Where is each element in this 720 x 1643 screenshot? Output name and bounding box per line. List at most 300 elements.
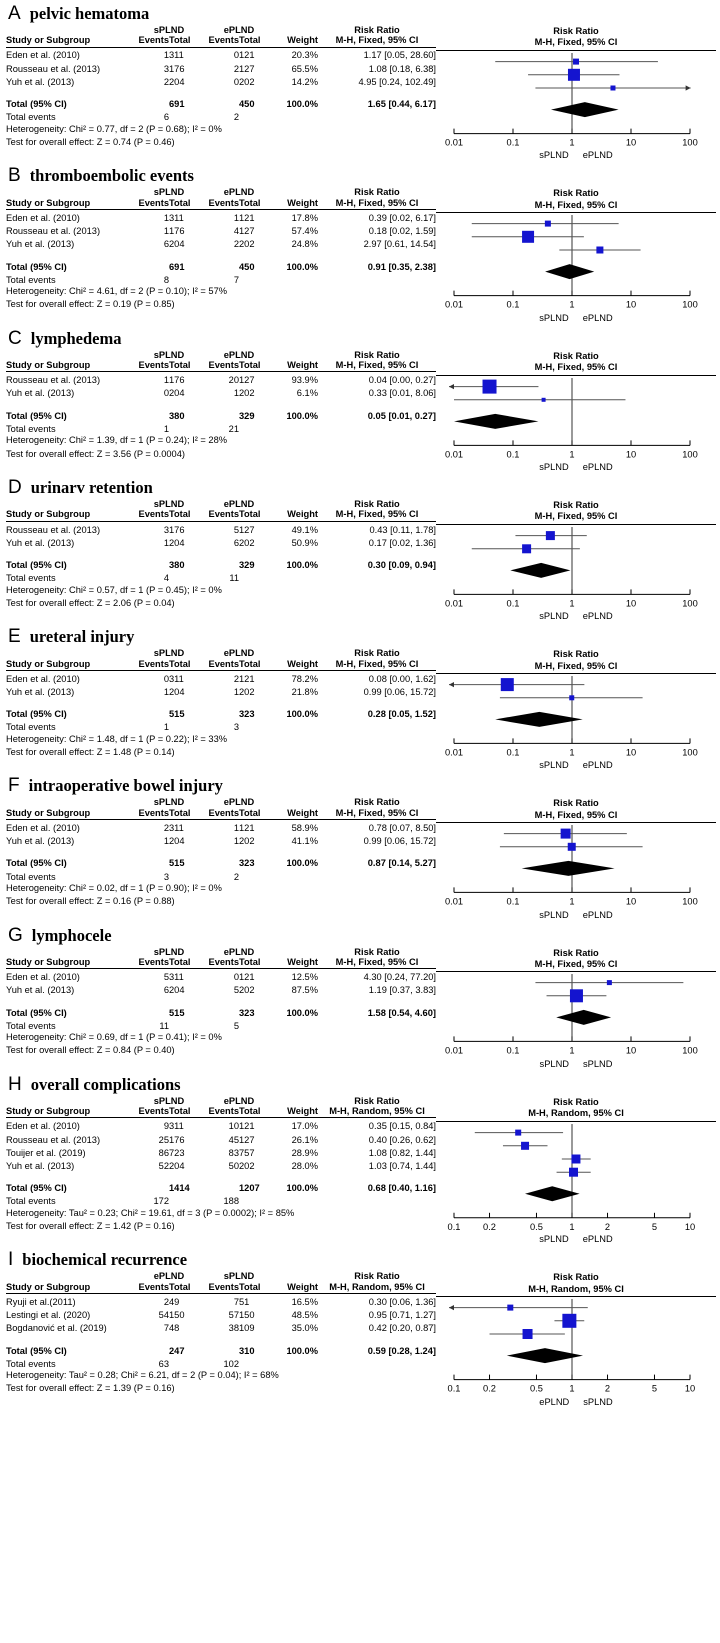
blank-cell (274, 421, 318, 434)
total-1: 204 (169, 76, 185, 87)
table-row (6, 833, 436, 846)
panel-header (6, 1246, 716, 1272)
blank-cell (134, 706, 169, 719)
risk-ratio-ci: 0.17 [0.02, 1.36] (368, 537, 436, 548)
forest-plot-canvas (436, 1122, 704, 1234)
risk-ratio-ci: 4.30 [0.24, 77.20] (363, 972, 436, 983)
col-weight: Weight (287, 1281, 318, 1292)
weight: 24.8% (291, 239, 318, 250)
total-1: 204 (169, 1160, 185, 1171)
total-ci-label: Total (95% CI) (6, 858, 67, 869)
axis-label-right: ePLND (582, 909, 613, 920)
col-events-2: Events (208, 1106, 239, 1117)
total-1: 176 (169, 1134, 185, 1145)
total-risk-ratio-ci: 0.91 [0.35, 2.38] (367, 261, 436, 272)
col-total-1: Total (169, 509, 191, 520)
total-weight: 100.0% (286, 1183, 318, 1194)
forest-plot (436, 26, 716, 160)
axis-group-labels (436, 760, 716, 770)
col-events-1: Events (138, 35, 169, 46)
axis-label-right: sPLND (583, 1058, 613, 1069)
panel-header (6, 0, 716, 26)
blank-cell (318, 110, 436, 123)
axis-tick-label: 10 (625, 299, 637, 310)
total-2: 121 (239, 1121, 255, 1132)
events-2: 57 (228, 1310, 239, 1321)
axis-group-labels (436, 1059, 716, 1069)
weight: 28.0% (291, 1160, 318, 1171)
events-1: 5 (163, 972, 169, 983)
overall-effect-note: Test for overall effect: Z = 0.84 (P = 0.40) (6, 1045, 175, 1056)
col-model: M-H, Fixed, 95% CI (335, 807, 419, 818)
study-name: Yuh et al. (2013) (6, 239, 75, 250)
weight: 26.1% (291, 1134, 318, 1145)
study-marker (528, 69, 619, 81)
forest-plot-canvas (436, 1297, 704, 1396)
col-events-2: Events (208, 360, 239, 371)
weight: 50.9% (291, 537, 318, 548)
risk-ratio-ci: 0.43 [0.11, 1.78] (369, 524, 436, 535)
total-risk-ratio-ci: 0.05 [0.01, 0.27] (367, 410, 436, 421)
col-study: Study or Subgroup (6, 807, 91, 818)
panel-i (0, 1246, 720, 1406)
blank-cell (204, 706, 239, 719)
study-name: Yuh et al. (2013) (6, 1160, 75, 1171)
total-events-1: 63 (158, 1358, 169, 1369)
total-row (6, 855, 436, 868)
heterogeneity-note: Heterogeneity: Tau² = 0.28; Chi² = 6.21, df = 2 (P = 0.04); I² = 68% (6, 1370, 279, 1381)
blank-cell (274, 649, 318, 659)
col-study: Study or Subgroup (6, 197, 91, 208)
plot-title: Risk Ratio (553, 26, 599, 36)
table-row (6, 223, 436, 236)
col-events-2: Events (208, 658, 239, 669)
heterogeneity-note: Heterogeneity: Chi² = 0.57, df = 1 (P = 0.45); I² = 0% (6, 584, 222, 595)
study-name: Lestingi et al. (2020) (6, 1310, 91, 1321)
risk-ratio-ci: 1.03 [0.74, 1.44] (368, 1160, 436, 1171)
study-marker (449, 1305, 588, 1311)
blank-cell (134, 557, 169, 570)
risk-ratio-header: Risk Ratio (354, 946, 400, 957)
plot-subtitle: M-H, Fixed, 95% CI (534, 959, 618, 970)
weight: 49.1% (291, 524, 318, 535)
group1-header: sPLND (153, 1095, 185, 1106)
events-1: 1 (163, 836, 169, 847)
plot-canvas-wrap (436, 525, 716, 610)
study-marker (472, 544, 580, 553)
col-study: Study or Subgroup (6, 956, 91, 967)
risk-ratio-ci: 4.95 [0.24, 102.49] (358, 76, 436, 87)
weight: 16.5% (291, 1296, 318, 1307)
total-n-2: 323 (239, 709, 255, 720)
events-1: 0 (163, 673, 169, 684)
overall-effect-note: Test for overall effect: Z = 1.48 (P = 0.14) (6, 746, 175, 757)
total-ci-label: Total (95% CI) (6, 1183, 67, 1194)
total-weight: 100.0% (286, 1007, 318, 1018)
total-n-2: 310 (239, 1345, 255, 1356)
blank-cell (169, 869, 204, 882)
heterogeneity-note: Heterogeneity: Chi² = 1.48, df = 1 (P = 0.22); I² = 33% (6, 733, 228, 744)
weight: 6.1% (296, 388, 318, 399)
panel-h (0, 1071, 720, 1245)
total-events-1: 1 (163, 424, 169, 435)
group1-header: sPLND (153, 25, 185, 35)
blank-cell (239, 720, 274, 733)
column-header-row (6, 660, 436, 671)
summary-diamond (495, 712, 582, 727)
risk-ratio-ci: 0.40 [0.26, 0.62] (368, 1134, 436, 1145)
plot-subtitle: M-H, Fixed, 95% CI (534, 660, 618, 671)
panel-letter: I (8, 1249, 14, 1271)
axis-tick-label: 10 (625, 449, 637, 460)
axis-label-right: ePLND (582, 1234, 613, 1245)
col-study: Study or Subgroup (6, 360, 91, 371)
group1-header: sPLND (153, 946, 185, 957)
total-events-2: 102 (223, 1358, 239, 1369)
column-header-row (6, 958, 436, 969)
axis-group-labels (436, 1234, 716, 1244)
total-2: 127 (239, 226, 255, 237)
plot-canvas-wrap (436, 823, 716, 908)
table-row (6, 236, 436, 249)
panel-header (6, 623, 716, 649)
col-total-2: Total (239, 509, 261, 520)
total-events-label: Total events (6, 1196, 56, 1207)
blank-cell (239, 570, 274, 583)
col-model: M-H, Fixed, 95% CI (335, 197, 419, 208)
total-row (6, 706, 436, 719)
total-weight: 100.0% (286, 858, 318, 869)
blank-cell (274, 570, 318, 583)
total-events-row (6, 570, 436, 583)
forest-plot (436, 1097, 716, 1245)
panel-letter: F (8, 775, 20, 797)
total-1: 176 (169, 226, 185, 237)
total-2: 202 (239, 537, 255, 548)
total-events-1: 3 (163, 871, 169, 882)
total-risk-ratio-ci: 0.59 [0.28, 1.24] (367, 1345, 436, 1356)
total-events-row (6, 720, 436, 733)
spacer-row (6, 1334, 436, 1343)
events-2: 2 (233, 673, 239, 684)
panel-letter: C (8, 327, 22, 349)
col-total-2: Total (239, 807, 261, 818)
total-events-2: 11 (229, 573, 239, 584)
axis-tick-label: 10 (625, 747, 637, 758)
total-ci-label: Total (95% CI) (6, 261, 67, 272)
events-1: 2 (163, 1296, 169, 1307)
table-row (6, 969, 436, 982)
summary-diamond (522, 861, 615, 876)
panel-title: lymphocele (31, 925, 112, 945)
plot-canvas-wrap (436, 51, 716, 150)
summary-diamond (556, 1010, 611, 1025)
plot-canvas-wrap (436, 376, 716, 461)
total-risk-ratio-ci: 0.68 [0.40, 1.16] (367, 1183, 436, 1194)
col-weight: Weight (287, 658, 318, 669)
col-events-2: Events (208, 1281, 239, 1292)
total-events-row (6, 1356, 436, 1369)
blank-cell (169, 1194, 204, 1207)
blank-cell (274, 272, 318, 285)
total-2: 150 (239, 1310, 255, 1321)
col-model: M-H, Fixed, 95% CI (335, 35, 419, 46)
events-1: 86 (158, 1147, 169, 1158)
risk-ratio-ci: 0.04 [0.00, 0.27] (368, 375, 436, 386)
col-events-1: Events (138, 197, 169, 208)
total-n-2: 329 (239, 410, 255, 421)
col-total-2: Total (239, 197, 261, 208)
axis-tick-label: 1 (569, 896, 575, 907)
panel-body (6, 948, 716, 1069)
risk-ratio-ci: 0.08 [0.00, 1.62] (368, 673, 436, 684)
total-n-1: 515 (169, 858, 185, 869)
col-total-2: Total (239, 658, 261, 669)
axis-tick-label: 0.1 (506, 299, 520, 310)
spacer-row (6, 399, 436, 408)
weight: 78.2% (291, 673, 318, 684)
plot-title: Risk Ratio (553, 500, 599, 511)
col-total-1: Total (169, 360, 191, 371)
blank-cell (239, 110, 274, 123)
panel-letter: A (8, 3, 21, 24)
total-n-1: 515 (169, 709, 185, 720)
total-events-1: 8 (163, 274, 169, 285)
forest-plot-canvas (436, 525, 704, 610)
total-1: 204 (169, 388, 185, 399)
plot-subtitle: M-H, Fixed, 95% CI (534, 37, 618, 48)
total-events-2: 3 (233, 722, 239, 733)
events-2: 50 (228, 1160, 239, 1171)
total-events-row (6, 272, 436, 285)
study-marker (503, 1141, 548, 1149)
col-study: Study or Subgroup (6, 1281, 91, 1292)
blank-cell (318, 570, 436, 583)
summary-diamond (454, 414, 538, 429)
axis-tick-label: 100 (682, 598, 698, 609)
total-1: 204 (169, 239, 185, 250)
total-n-1: 1414 (169, 1183, 190, 1194)
study-name: Eden et al. (2010) (6, 822, 80, 833)
table-row (6, 1307, 436, 1320)
total-1: 176 (169, 375, 185, 386)
total-2: 121 (239, 822, 255, 833)
total-events-2: 21 (228, 424, 239, 435)
total-events-label: Total events (6, 112, 56, 123)
axis-tick-label: 1 (569, 1045, 575, 1056)
events-2: 1 (233, 836, 239, 847)
table-row (6, 61, 436, 74)
events-1: 9 (163, 1121, 169, 1132)
column-header-row (6, 361, 436, 372)
risk-ratio-ci: 0.95 [0.71, 1.27] (368, 1310, 436, 1321)
axis-tick-label: 0.5 (530, 1383, 543, 1394)
axis-tick-label: 10 (625, 896, 637, 907)
panel-letter: B (8, 165, 21, 187)
events-2: 2 (233, 239, 239, 250)
panel-g (0, 922, 720, 1069)
spacer-row (6, 250, 436, 259)
heterogeneity-note: Heterogeneity: Chi² = 4.61, df = 2 (P = 0.10); I² = 57% (6, 286, 228, 297)
study-marker (547, 990, 607, 1003)
axis-tick-label: 0.01 (444, 598, 464, 609)
total-n-2: 323 (239, 858, 255, 869)
panel-body (6, 1097, 716, 1245)
total-risk-ratio-ci: 1.58 [0.54, 4.60] (367, 1007, 436, 1018)
plot-subtitle: M-H, Fixed, 95% CI (534, 362, 618, 373)
col-weight: Weight (287, 35, 318, 46)
axis-group-labels (436, 611, 716, 621)
axis-tick-label: 2 (604, 1221, 611, 1232)
total-events-1: 1 (163, 722, 169, 733)
group1-header: sPLND (153, 349, 185, 360)
axis-label-right: ePLND (582, 312, 613, 323)
axis-label-left: sPLND (539, 462, 569, 473)
axis-label-left: sPLND (539, 909, 569, 920)
total-2: 121 (239, 212, 255, 223)
table-row (6, 74, 436, 87)
weight: 41.1% (291, 836, 318, 847)
total-risk-ratio-ci: 0.30 [0.09, 0.94] (367, 560, 436, 571)
total-1: 204 (169, 537, 185, 548)
total-2: 202 (239, 686, 255, 697)
axis-tick-label: 100 (682, 449, 698, 460)
col-weight: Weight (287, 807, 318, 818)
axis-label-left: ePLND (539, 1396, 570, 1407)
table-row (6, 372, 436, 385)
panel-header (6, 772, 716, 798)
study-name: Touijer et al. (2019) (6, 1147, 86, 1158)
overall-effect-note: Test for overall effect: Z = 0.19 (P = 0.85) (6, 299, 175, 310)
total-events-label: Total events (6, 573, 56, 584)
col-study: Study or Subgroup (6, 1106, 91, 1117)
events-2: 1 (233, 212, 239, 223)
events-2: 5 (233, 985, 239, 996)
study-name: Yuh et al. (2013) (6, 388, 75, 399)
events-2: 45 (228, 1134, 239, 1145)
study-name: Eden et al. (2010) (6, 50, 80, 61)
overall-effect-note: Test for overall effect: Z = 2.06 (P = 0.04) (6, 597, 175, 608)
total-1: 311 (169, 50, 184, 61)
group2-header: ePLND (223, 187, 255, 198)
study-marker (554, 1314, 584, 1328)
forest-plot (436, 798, 716, 919)
panel-letter: D (8, 477, 22, 499)
col-total-2: Total (239, 1281, 261, 1292)
table-row (6, 535, 436, 548)
panel-title: urinarv retention (30, 478, 153, 498)
total-2: 51 (239, 1296, 250, 1307)
study-name: Eden et al. (2010) (6, 212, 80, 223)
total-weight: 100.0% (286, 560, 318, 571)
study-table (6, 500, 436, 610)
total-events-2: 5 (233, 1020, 239, 1031)
axis-tick-label: 0.01 (444, 747, 464, 758)
events-2: 0 (233, 972, 239, 983)
axis-label-left: sPLND (539, 611, 569, 622)
table-row (6, 1145, 436, 1158)
table-row (6, 1320, 436, 1333)
axis-tick-label: 1 (569, 299, 575, 310)
panel-title: intraoperative bowel injury (28, 776, 223, 796)
col-total-2: Total (239, 35, 261, 46)
column-header-row (6, 510, 436, 521)
risk-ratio-ci: 1.08 [0.18, 6.38] (368, 63, 436, 74)
axis-tick-label: 100 (682, 747, 698, 758)
study-marker (562, 1154, 591, 1163)
plot-canvas-wrap (436, 972, 716, 1057)
study-marker (495, 58, 658, 64)
col-events-1: Events (138, 509, 169, 520)
panel-a (0, 0, 720, 160)
total-events-row (6, 421, 436, 434)
column-header-row (6, 36, 436, 47)
total-ci-label: Total (95% CI) (6, 99, 67, 110)
weight: 21.8% (291, 686, 318, 697)
forest-plot-canvas (436, 213, 704, 312)
panel-header (6, 162, 716, 188)
axis-tick-label: 0.01 (444, 1045, 464, 1056)
column-header-row (6, 1107, 436, 1118)
total-1: 150 (169, 1310, 185, 1321)
events-2: 7 (233, 1296, 239, 1307)
summary-diamond (551, 102, 619, 117)
axis-tick-label: 0.1 (506, 598, 520, 609)
total-1: 311 (169, 1121, 184, 1132)
total-events-2: 2 (233, 112, 239, 123)
weight: 65.5% (291, 63, 318, 74)
events-2: 1 (233, 822, 239, 833)
axis-label-left: sPLND (539, 312, 569, 323)
blank-cell (169, 272, 204, 285)
events-2: 83 (228, 1147, 239, 1158)
blank-cell (274, 1018, 318, 1031)
risk-ratio-header: Risk Ratio (354, 25, 400, 35)
col-model: M-H, Random, 95% CI (329, 1281, 425, 1292)
events-1: 1 (163, 212, 169, 223)
overall-effect-note: Test for overall effect: Z = 1.42 (P = 0.16) (6, 1220, 175, 1231)
blank-cell (204, 1005, 239, 1018)
axis-tick-label: 0.1 (506, 1045, 520, 1056)
study-name: Eden et al. (2010) (6, 972, 80, 983)
heterogeneity-note: Heterogeneity: Chi² = 1.39, df = 1 (P = 0.24); I² = 28% (6, 435, 228, 446)
col-total-1: Total (169, 807, 191, 818)
axis-tick-label: 1 (569, 598, 575, 609)
panel-body (6, 26, 716, 160)
events-1: 0 (163, 388, 169, 399)
blank-cell (204, 96, 239, 109)
axis-tick-label: 2 (604, 1383, 611, 1394)
col-total-1: Total (169, 1281, 191, 1292)
axis-tick-label: 100 (682, 299, 698, 310)
risk-ratio-ci: 0.78 [0.07, 8.50] (368, 822, 436, 833)
blank-cell (169, 1018, 204, 1031)
study-table (6, 351, 436, 461)
axis-label-right: ePLND (582, 462, 613, 473)
panel-body (6, 649, 716, 770)
weight: 57.4% (291, 226, 318, 237)
total-1: 311 (169, 212, 184, 223)
events-1: 1 (163, 50, 169, 61)
total-1: 204 (169, 686, 185, 697)
group2-header: sPLND (223, 1271, 255, 1282)
events-2: 10 (228, 1121, 239, 1132)
study-marker (472, 221, 619, 227)
total-weight: 100.0% (286, 1345, 318, 1356)
risk-ratio-header: Risk Ratio (354, 648, 400, 659)
total-n-1: 247 (169, 1345, 185, 1356)
total-2: 127 (239, 1134, 255, 1145)
